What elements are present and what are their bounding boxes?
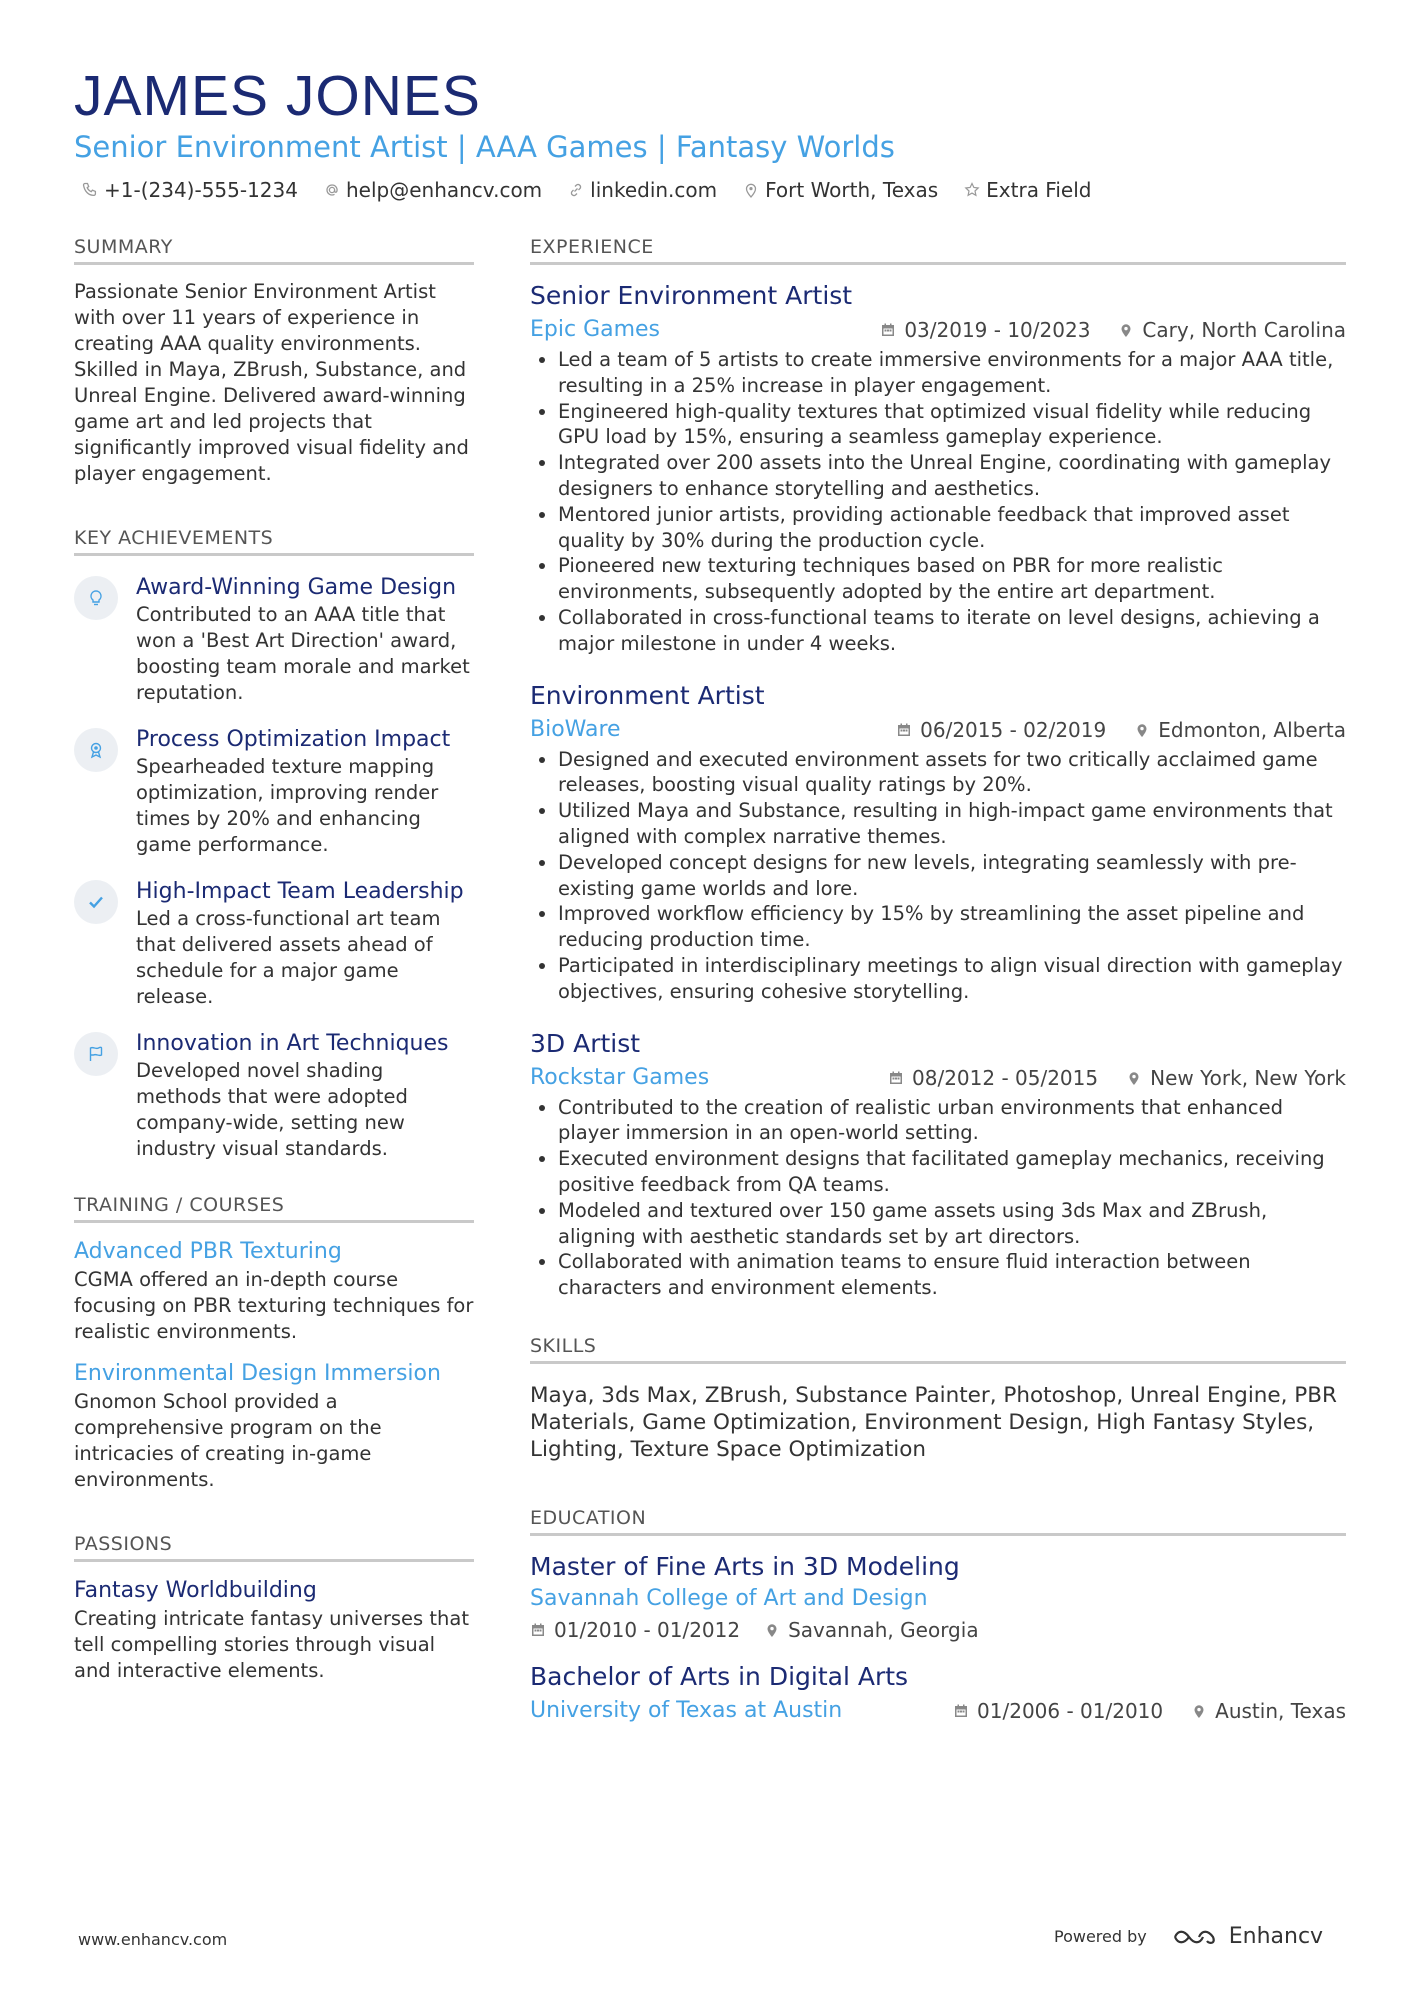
location-icon	[1126, 1070, 1142, 1086]
contact-linkedin[interactable]	[568, 178, 717, 202]
job-bullet: • Contributed to the creation of realistic urban environments that enhanced player immersion in an open-world setting.	[558, 1095, 1346, 1147]
flag-icon	[87, 1045, 105, 1063]
job-bullet: • Utilized Maya and Substance, resulting in high-impact game environments that aligned with complex narrative themes.	[558, 798, 1346, 850]
candidate-name: JAMES JONES	[74, 64, 481, 128]
star-icon	[964, 182, 980, 198]
job-bullet: • Pioneered new texturing techniques based on PBR for more realistic environments, subsequently adopted by the entire art department.	[558, 553, 1346, 605]
course-item	[74, 1237, 474, 1345]
job-location	[1126, 1066, 1346, 1090]
job-meta	[530, 315, 1346, 345]
calendar-icon	[880, 322, 896, 338]
education-entry	[530, 1550, 1346, 1642]
calendar-icon	[530, 1622, 546, 1638]
brand-name: Enhancv	[1228, 1924, 1324, 1949]
course-title: Environmental Design Immersion	[74, 1361, 441, 1386]
phone-icon	[82, 182, 98, 198]
achievement-title: Award-Winning Game Design	[136, 575, 457, 600]
job-meta	[530, 1063, 1346, 1093]
right-column	[530, 236, 1346, 1744]
experience-heading: EXPERIENCE	[530, 236, 1346, 265]
job-location-text: Cary, North Carolina	[1142, 318, 1346, 342]
achievement-icon-wrap	[74, 1032, 118, 1076]
company-name: Epic Games	[530, 317, 661, 342]
passion-text: Creating intricate fantasy universes that tell compelling stories through visual and interactive elements.	[74, 1607, 469, 1682]
skills-text: Maya, 3ds Max, ZBrush, Substance Painter, Photoshop, Unreal Engine, PBR Materials, Game Optimization, Environment Design, High Fantasy Styles, Lighting, Texture Space Optimization	[530, 1382, 1337, 1462]
job-bullets	[530, 1095, 1346, 1301]
passion-title: Fantasy Worldbuilding	[74, 1578, 317, 1603]
job-title: 3D Artist	[530, 1028, 641, 1058]
contact-extra	[964, 178, 1091, 202]
powered-by-label: Powered by	[1054, 1927, 1147, 1946]
job-entry	[530, 679, 1346, 1005]
experience-section	[530, 236, 1346, 1301]
job-dates-text: 06/2015 - 02/2019	[920, 717, 1107, 742]
job-title: Senior Environment Artist	[530, 281, 853, 310]
achievements-heading: KEY ACHIEVEMENTS	[74, 527, 474, 556]
achievement-text: Spearheaded texture mapping optimization, improving render times by 20% and enhancing game performance.	[136, 755, 439, 856]
job-dates-text: 08/2012 - 05/2015	[912, 1065, 1099, 1090]
footer-branding	[1054, 1924, 1323, 1949]
course-text: Gnomon School provided a comprehensive program on the intricacies of creating in-game environments.	[74, 1390, 382, 1491]
calendar-icon	[896, 722, 912, 738]
job-bullet: • Engineered high-quality textures that optimized visual fidelity while reducing GPU load by 15%, ensuring a seamless gameplay experience.	[558, 399, 1346, 451]
contact-email-text: help@enhancv.com	[345, 178, 543, 202]
job-bullet: • Developed concept designs for new levels, integrating seamlessly with pre-existing game worlds and lore.	[558, 850, 1346, 902]
link-icon	[568, 182, 584, 198]
job-dates-text: 03/2019 - 10/2023	[904, 318, 1091, 342]
education-dates-text: 01/2006 - 01/2010	[977, 1698, 1164, 1723]
education-location-text: Austin, Texas	[1215, 1698, 1346, 1723]
education-location-text: Savannah, Georgia	[788, 1617, 979, 1642]
achievement-item	[74, 574, 474, 706]
contact-email[interactable]	[324, 178, 542, 202]
job-bullet: • Collaborated with animation teams to ensure fluid interaction between characters and environment elements.	[558, 1249, 1346, 1301]
achievement-icon-wrap	[74, 880, 118, 924]
summary-section	[74, 236, 474, 487]
location-icon	[1134, 722, 1150, 738]
education-location	[764, 1618, 978, 1642]
job-meta-right	[888, 1066, 1346, 1090]
check-icon	[87, 893, 105, 911]
achievement-item	[74, 726, 474, 858]
footer-website[interactable]: www.enhancv.com	[78, 1930, 228, 1949]
education-heading: EDUCATION	[530, 1507, 1346, 1536]
contact-bar	[74, 178, 1346, 202]
school-name: University of Texas at Austin	[530, 1697, 843, 1723]
job-bullet: • Integrated over 200 assets into the Unreal Engine, coordinating with gameplay designers to enhance storytelling and aesthetics.	[558, 450, 1346, 502]
at-icon	[324, 182, 340, 198]
job-entry	[530, 279, 1346, 657]
education-dates	[530, 1618, 740, 1642]
job-bullet: • Improved workflow efficiency by 15% by streamlining the asset pipeline and reducing production time.	[558, 901, 1346, 953]
headline: Senior Environment Artist | AAA Games | Fantasy Worlds	[74, 130, 895, 164]
education-meta-right	[953, 1699, 1346, 1723]
job-bullets	[530, 347, 1346, 657]
location-icon	[764, 1622, 780, 1638]
calendar-icon	[953, 1703, 969, 1719]
contact-location	[743, 178, 938, 202]
achievement-item	[74, 878, 474, 1010]
course-text: CGMA offered an in-depth course focusing on PBR texturing techniques for realistic environments.	[74, 1268, 474, 1343]
job-meta-right	[896, 718, 1346, 742]
education-dates-text: 01/2010 - 01/2012	[554, 1617, 741, 1642]
contact-phone[interactable]	[82, 178, 298, 202]
degree-title: Master of Fine Arts in 3D Modeling	[530, 1551, 960, 1581]
job-entry	[530, 1027, 1346, 1301]
job-dates	[880, 318, 1090, 342]
training-section	[74, 1194, 474, 1493]
left-column	[74, 236, 474, 1684]
lightbulb-icon	[87, 589, 105, 607]
job-dates	[888, 1066, 1098, 1090]
contact-phone-text: +1-(234)-555-1234	[104, 178, 298, 202]
job-title: Environment Artist	[530, 680, 765, 710]
achievement-text: Contributed to an AAA title that won a 'Best Art Direction' award, boosting team morale and market reputation.	[136, 603, 470, 704]
job-bullet: • Designed and executed environment assets for two critically acclaimed game releases, boosting visual quality ratings by 20%.	[558, 747, 1346, 799]
training-heading: TRAINING / COURSES	[74, 1194, 474, 1223]
achievement-text: Led a cross-functional art team that delivered assets ahead of schedule for a major game release.	[136, 907, 441, 1008]
passions-section	[74, 1533, 474, 1684]
course-title: Advanced PBR Texturing	[74, 1239, 342, 1264]
degree-title: Bachelor of Arts in Digital Arts	[530, 1661, 909, 1691]
skills-section	[530, 1335, 1346, 1463]
job-location	[1118, 318, 1346, 342]
job-dates	[896, 718, 1106, 742]
contact-extra-text: Extra Field	[986, 178, 1092, 202]
company-name: Rockstar Games	[530, 1064, 710, 1090]
course-item	[74, 1359, 474, 1493]
enhancv-logo-icon	[1171, 1925, 1217, 1949]
location-icon	[1118, 322, 1134, 338]
achievement-text: Developed novel shading methods that were adopted company-wide, setting new industry visual standards.	[136, 1059, 408, 1160]
award-icon	[87, 741, 105, 759]
job-location	[1134, 718, 1346, 742]
contact-linkedin-text: linkedin.com	[590, 178, 718, 202]
job-location-text: New York, New York	[1150, 1065, 1346, 1090]
achievements-section	[74, 527, 474, 1162]
achievement-title: High-Impact Team Leadership	[136, 879, 464, 904]
calendar-icon	[888, 1070, 904, 1086]
job-bullet: • Modeled and textured over 150 game assets using 3ds Max and ZBrush, aligning with aesthetic standards set by art directors.	[558, 1198, 1346, 1250]
school-name: Savannah College of Art and Design	[530, 1585, 928, 1611]
summary-heading: SUMMARY	[74, 236, 474, 265]
education-location	[1191, 1699, 1346, 1723]
achievement-title: Process Optimization Impact	[136, 727, 451, 752]
job-bullet: • Led a team of 5 artists to create immersive environments for a major AAA title, resulting in a 25% increase in player engagement.	[558, 347, 1346, 399]
location-icon	[1191, 1703, 1207, 1719]
job-location-text: Edmonton, Alberta	[1158, 717, 1346, 742]
brand-logo[interactable]	[1171, 1924, 1323, 1949]
company-name: BioWare	[530, 716, 621, 742]
job-bullet: • Collaborated in cross-functional teams to iterate on level designs, achieving a major milestone in under 4 weeks.	[558, 605, 1346, 657]
achievement-icon-wrap	[74, 728, 118, 772]
resume-page	[74, 64, 1346, 1723]
job-bullet: • Participated in interdisciplinary meetings to align visual direction with gameplay objectives, ensuring cohesive storytelling.	[558, 953, 1346, 1005]
education-section	[530, 1507, 1346, 1726]
education-entry	[530, 1660, 1346, 1726]
achievement-icon-wrap	[74, 576, 118, 620]
location-icon	[743, 182, 759, 198]
skills-heading: SKILLS	[530, 1335, 1346, 1364]
job-meta-right	[880, 318, 1346, 342]
education-meta	[530, 1696, 1346, 1726]
job-bullet: • Executed environment designs that facilitated gameplay mechanics, receiving positive feedback from QA teams.	[558, 1146, 1346, 1198]
education-meta	[530, 1618, 1346, 1642]
education-dates	[953, 1699, 1163, 1723]
achievement-item	[74, 1030, 474, 1162]
job-meta	[530, 715, 1346, 745]
passions-heading: PASSIONS	[74, 1533, 474, 1562]
achievement-title: Innovation in Art Techniques	[136, 1031, 449, 1056]
job-bullets	[530, 747, 1346, 1005]
contact-location-text: Fort Worth, Texas	[765, 178, 939, 202]
summary-text: Passionate Senior Environment Artist with over 11 years of experience in creating AAA quality environments. Skilled in Maya, ZBrush, Substance, and Unreal Engine. Delivered award-winning game art and led projects that significantly improved visual fidelity and player engagement.	[74, 280, 469, 485]
job-bullet: • Mentored junior artists, providing actionable feedback that improved asset quality by 30% during the production cycle.	[558, 502, 1346, 554]
passion-item	[74, 1576, 474, 1684]
